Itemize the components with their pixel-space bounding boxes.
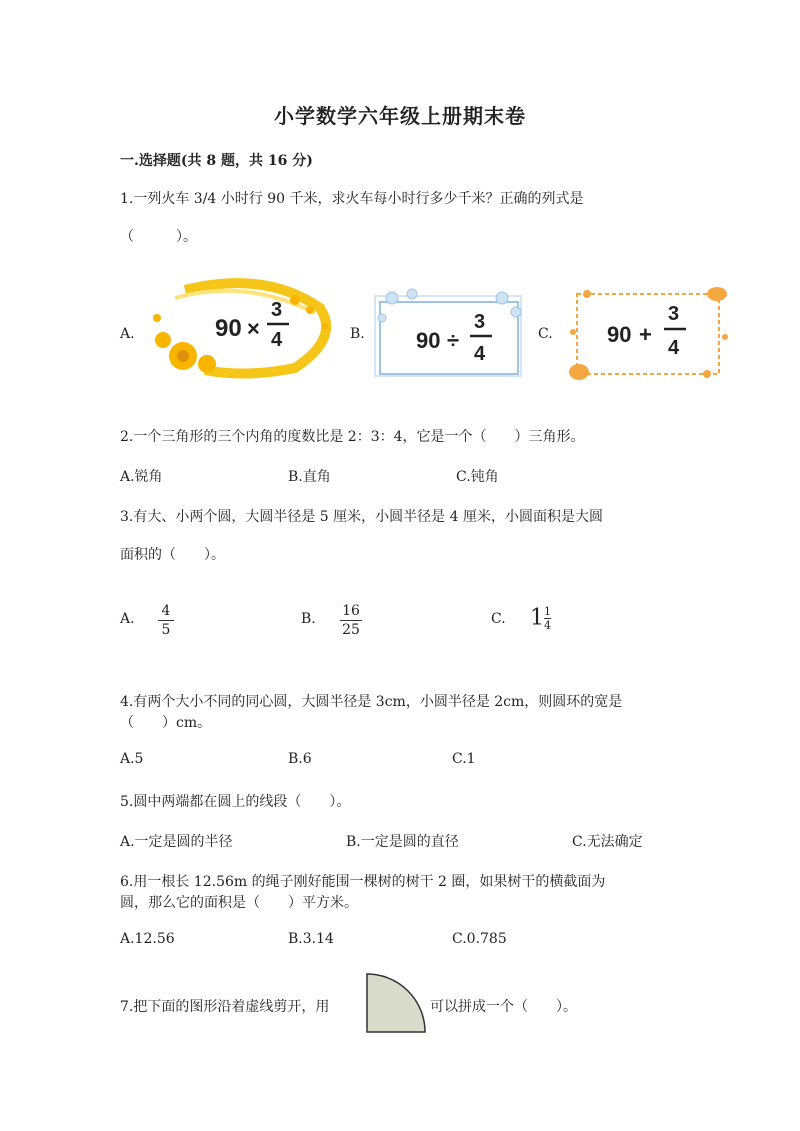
q3-text-line2: 面积的（ ）。 — [120, 547, 225, 563]
fraction-bar — [340, 620, 362, 621]
fraction-bar — [158, 620, 174, 621]
expr-a-op: × — [247, 316, 260, 341]
q4-text-line1: 4.有两个大小不同的同心圆，大圆半径是 3cm，小圆半径是 2cm，则圆环的宽是 — [120, 694, 623, 710]
q1-option-b-label[interactable]: B. — [350, 326, 365, 342]
q7-text-after: 可以拼成一个（ ）。 — [430, 999, 577, 1015]
q3-text-line1: 3.有大、小两个圆，大圆半径是 5 厘米，小圆半径是 4 厘米，小圆面积是大圆 — [120, 509, 603, 525]
q3-option-b-fraction[interactable] — [340, 604, 362, 637]
q4-option-c[interactable]: C.1 — [452, 751, 476, 767]
fraction-denominator: 5 — [161, 622, 171, 638]
q6-option-b[interactable]: B.3.14 — [288, 931, 334, 947]
expr-c-left: 90 — [607, 322, 632, 347]
fraction-denominator: 4 — [544, 619, 551, 632]
q6-text-line2: 圆，那么它的面积是（ ）平方米。 — [120, 895, 358, 911]
q6-text-line1: 6.用一根长 12.56m 的绳子刚好能围一棵树的树干 2 圈，如果树干的横截面为 — [120, 874, 606, 890]
q1-text-line2: （ ）。 — [120, 229, 197, 245]
expr-a-den: 4 — [271, 329, 283, 351]
q1-option-a-label[interactable]: A. — [120, 326, 135, 342]
expr-a-left: 90 — [215, 315, 242, 342]
q3-option-c-mixed-number[interactable] — [530, 606, 551, 631]
q5-option-b[interactable]: B.一定是圆的直径 — [346, 834, 459, 850]
quarter-circle-shape — [367, 974, 425, 1032]
q4-option-a[interactable]: A.5 — [120, 751, 144, 767]
expr-c-den: 4 — [668, 337, 680, 359]
page-title: 小学数学六年级上册期末卷 — [274, 104, 526, 128]
expr-b-num: 3 — [474, 311, 486, 333]
q1-option-c-card[interactable] — [567, 282, 729, 384]
fraction-numerator: 4 — [161, 603, 171, 619]
mixed-fraction — [544, 606, 551, 631]
q1-option-b-card[interactable] — [372, 288, 524, 380]
flower-center — [177, 350, 189, 362]
q7-text-before: 7.把下面的图形沿着虚线剪开，用 — [120, 999, 330, 1015]
expr-b-den: 4 — [474, 343, 486, 365]
q4-option-b[interactable]: B.6 — [288, 751, 312, 767]
q2-option-c[interactable]: C.钝角 — [456, 469, 499, 485]
q3-option-a-fraction[interactable] — [158, 604, 174, 637]
q5-text: 5.圆中两端都在圆上的线段（ ）。 — [120, 794, 351, 810]
fraction-denominator: 25 — [342, 622, 360, 638]
quarter-circle-figure — [365, 972, 429, 1034]
q1-option-c-label[interactable]: C. — [538, 326, 553, 342]
q2-option-a[interactable]: A.锐角 — [120, 469, 163, 485]
q3-option-c-label[interactable]: C. — [491, 611, 506, 627]
q2-option-b[interactable]: B.直角 — [288, 469, 331, 485]
q5-option-a[interactable]: A.一定是圆的半径 — [120, 834, 233, 850]
q1-option-a-card[interactable] — [145, 278, 345, 380]
q6-option-a[interactable]: A.12.56 — [120, 931, 175, 947]
q6-option-c[interactable]: C.0.785 — [452, 931, 507, 947]
section-heading: 一.选择题(共 8 题，共 16 分) — [120, 153, 313, 169]
q3-option-b-label[interactable]: B. — [301, 611, 316, 627]
q4-text-line2: （ ）cm。 — [120, 715, 212, 731]
expr-b-op: ÷ — [447, 328, 460, 353]
expr-c-num: 3 — [668, 303, 680, 325]
q5-option-c[interactable]: C.无法确定 — [572, 834, 643, 850]
mixed-whole: 1 — [530, 605, 544, 631]
fraction-numerator: 1 — [544, 605, 551, 618]
expr-a-num: 3 — [271, 299, 283, 321]
expr-c-op: + — [639, 322, 652, 347]
q2-text: 2.一个三角形的三个内角的度数比是 2：3：4，它是一个（ ）三角形。 — [120, 429, 585, 445]
fraction-numerator: 16 — [342, 603, 360, 619]
expr-b-left: 90 — [416, 328, 441, 353]
q1-text-line1: 1.一列火车 3/4 小时行 90 千米，求火车每小时行多少千米？正确的列式是 — [120, 191, 584, 207]
q3-option-a-label[interactable]: A. — [120, 611, 135, 627]
